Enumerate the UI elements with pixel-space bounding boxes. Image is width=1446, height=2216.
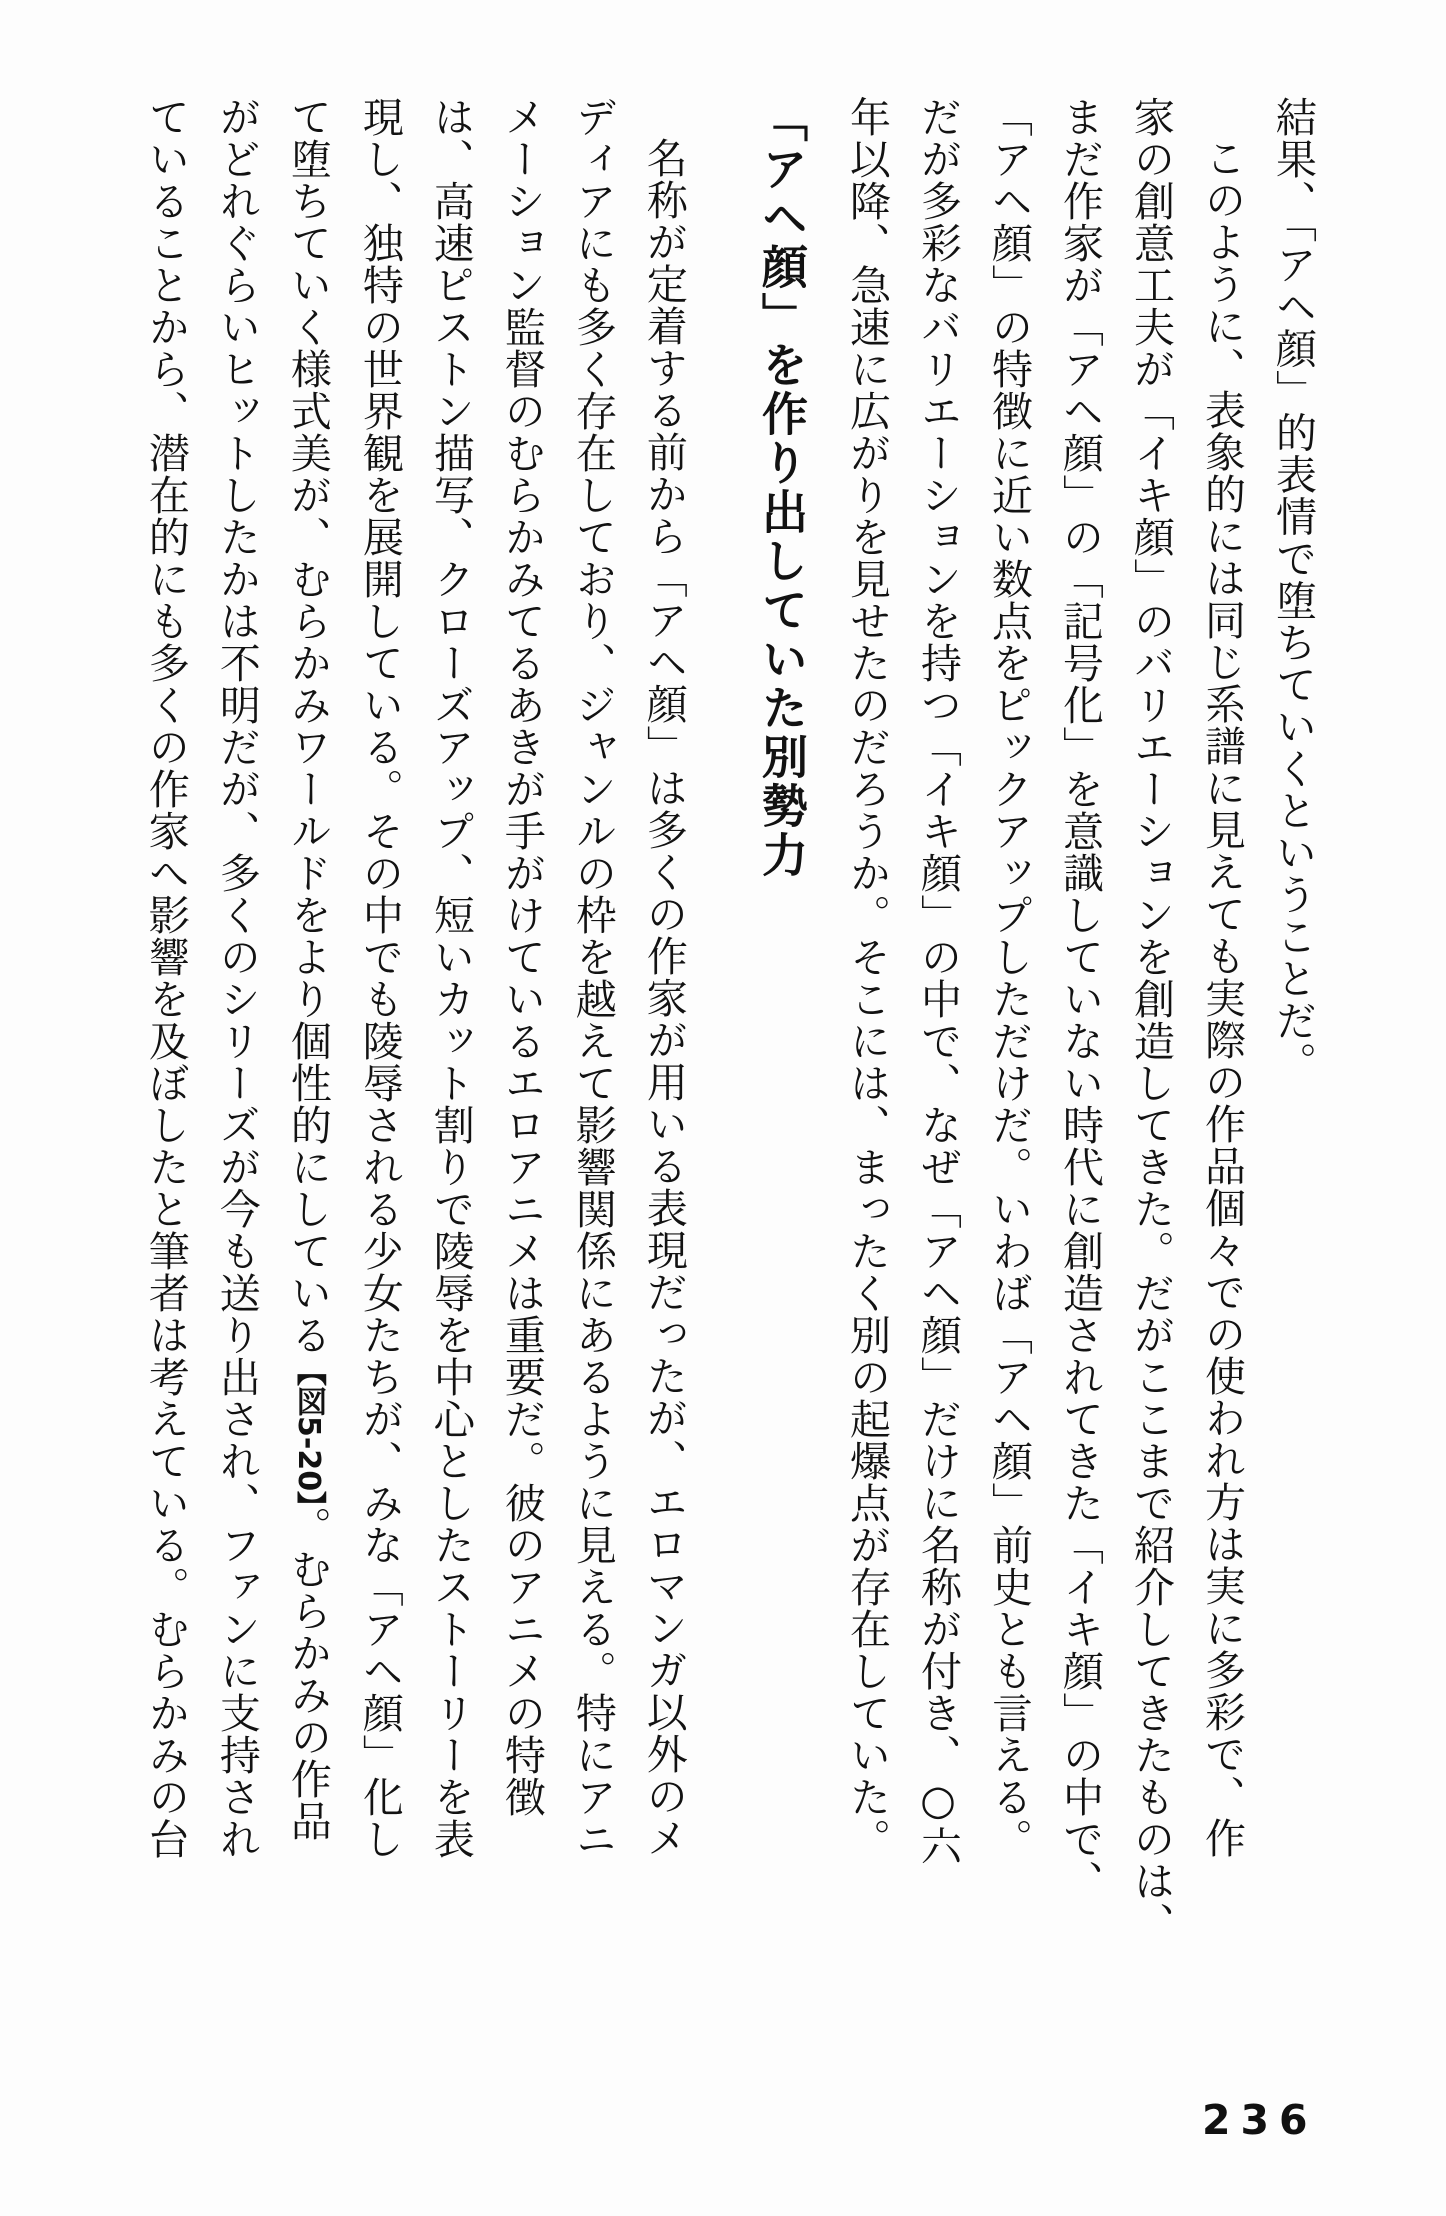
text-column-8: 名称が定着する前から「アヘ顔」は多くの作家が用いる表現だったが、エロマンガ以外のメ — [639, 137, 688, 1859]
text-block — [130, 96, 1328, 2006]
text-column-6: だが多彩なバリエーションを持つ「イキ顔」の中で、なぜ「アヘ顔」だけに名称が付き、○六 — [914, 96, 962, 1867]
page-number: 236 — [1202, 2096, 1318, 2144]
text-column-14: がどれぐらいヒットしたかは不明だが、多くのシリーズが今も送り出され、ファンに支持され — [212, 96, 261, 1860]
text-column-2: このように、表象的には同じ系譜に見えても実際の作品個々での使われ方は実に多彩で、作 — [1198, 137, 1246, 1859]
text-column-9: ディアにも多く存在しており、ジャンルの枠を越えて影響関係にあるように見える。特にアニ — [568, 96, 617, 1860]
section-heading: 「アヘ顔」を作り出していた別勢力 — [755, 96, 809, 880]
text-column-13 — [272, 96, 344, 2006]
text-column-4: まだ作家が「アヘ顔」の「記号化」を意識していない時代に創造されてきた「イキ顔」の中で、 — [1056, 96, 1104, 1902]
text-column-1: 結果、「アヘ顔」的表情で堕ちていくということだ。 — [1269, 96, 1317, 1084]
text-column-10: メーション監督のむらかみてるあきが手がけているエロアニメは重要だ。彼のアニメの特徴 — [497, 96, 546, 1818]
figure-reference: 【図5-20】 — [290, 1356, 326, 1507]
text-column-5: 「アヘ顔」の特徴に近い数点をピックアップしただけだ。いわば「アヘ顔」前史とも言える。 — [985, 96, 1033, 1860]
text-column-3: 家の創意工夫が「イキ顔」のバリエーションを創造してきた。だがここまで紹介してきたものは、 — [1127, 96, 1175, 1944]
text-column-7: 年以降、急速に広がりを見せたのだろうか。そこには、まったく別の起爆点が存在していた。 — [843, 96, 891, 1860]
text-column-11: は、高速ピストン描写、クローズアップ、短いカット割りで陵辱を中心としたストーリーを表 — [426, 96, 475, 1860]
figref-line-post: 。むらかみの作品 — [283, 1506, 332, 1843]
text-column-12: 現し、独特の世界観を展開している。その中でも陵辱される少女たちが、みな「アヘ顔」化し — [355, 96, 404, 1860]
text-column-15: ていることから、潜在的にも多くの作家へ影響を及ぼしたと筆者は考えている。むらかみの台 — [141, 96, 190, 1860]
figref-line-pre: て堕ちていく様式美が、むらかみワールドをより個性的にしている — [283, 96, 332, 1356]
